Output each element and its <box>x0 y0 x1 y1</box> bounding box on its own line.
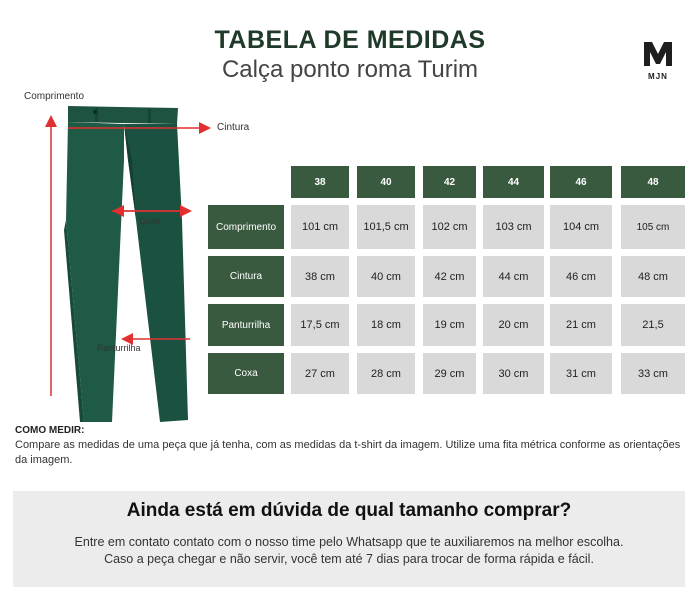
logo-text: MJN <box>648 72 668 81</box>
table-cell: 18 cm <box>357 304 415 346</box>
table-cell: 103 cm <box>483 205 544 249</box>
table-cell: 46 cm <box>550 256 612 297</box>
table-cell: 44 cm <box>483 256 544 297</box>
table-cell: 102 cm <box>423 205 476 249</box>
table-cell: 21,5 <box>621 304 685 346</box>
table-cell: 101 cm <box>291 205 349 249</box>
label-panturrilha: Panturrilha <box>97 343 141 353</box>
table-cell: 105 cm <box>621 205 685 249</box>
page-subtitle: Calça ponto roma Turim <box>221 56 479 83</box>
page-title: TABELA DE MEDIDAS <box>214 26 486 54</box>
label-coxa: Coxa <box>139 216 161 226</box>
size-header-40: 40 <box>357 166 415 198</box>
howto-text: Compare as medidas de uma peça que já tenha, com as medidas da t-shirt da imagem. Utilize uma fita métrica conforme as orientações da imagem. <box>15 439 681 466</box>
table-cell: 42 cm <box>423 256 476 297</box>
table-cell: 29 cm <box>423 353 476 394</box>
table-cell: 17,5 cm <box>291 304 349 346</box>
cta-title: Ainda está em dúvida de qual tamanho comprar? <box>126 500 572 521</box>
size-header-48: 48 <box>621 166 685 198</box>
size-header-46: 46 <box>550 166 612 198</box>
row-label-panturrilha: Panturrilha <box>208 304 284 346</box>
table-cell: 31 cm <box>550 353 612 394</box>
table-cell: 28 cm <box>357 353 415 394</box>
table-cell: 104 cm <box>550 205 612 249</box>
cta-line-2: Caso a peça chegar e não servir, você tem até 7 dias para trocar de forma rápida e fácil. <box>104 552 594 566</box>
label-comprimento: Comprimento <box>24 91 85 102</box>
table-cell: 38 cm <box>291 256 349 297</box>
table-cell: 48 cm <box>621 256 685 297</box>
table-cell: 21 cm <box>550 304 612 346</box>
table-cell: 19 cm <box>423 304 476 346</box>
howto-title: COMO MEDIR: <box>15 425 85 436</box>
size-header-38: 38 <box>291 166 349 198</box>
row-label-comprimento: Comprimento <box>208 205 284 249</box>
row-label-cintura: Cintura <box>208 256 284 297</box>
table-cell: 20 cm <box>483 304 544 346</box>
size-header-42: 42 <box>423 166 476 198</box>
size-header-44: 44 <box>483 166 544 198</box>
table-cell: 33 cm <box>621 353 685 394</box>
table-cell: 30 cm <box>483 353 544 394</box>
table-cell: 40 cm <box>357 256 415 297</box>
cta-text <box>13 534 685 568</box>
row-label-coxa: Coxa <box>208 353 284 394</box>
table-cell: 101,5 cm <box>357 205 415 249</box>
table-cell: 27 cm <box>291 353 349 394</box>
label-cintura: Cintura <box>217 122 250 133</box>
cta-line-1: Entre em contato contato com o nosso time pelo Whatsapp que te auxiliaremos na melhor escolha. <box>74 535 624 549</box>
